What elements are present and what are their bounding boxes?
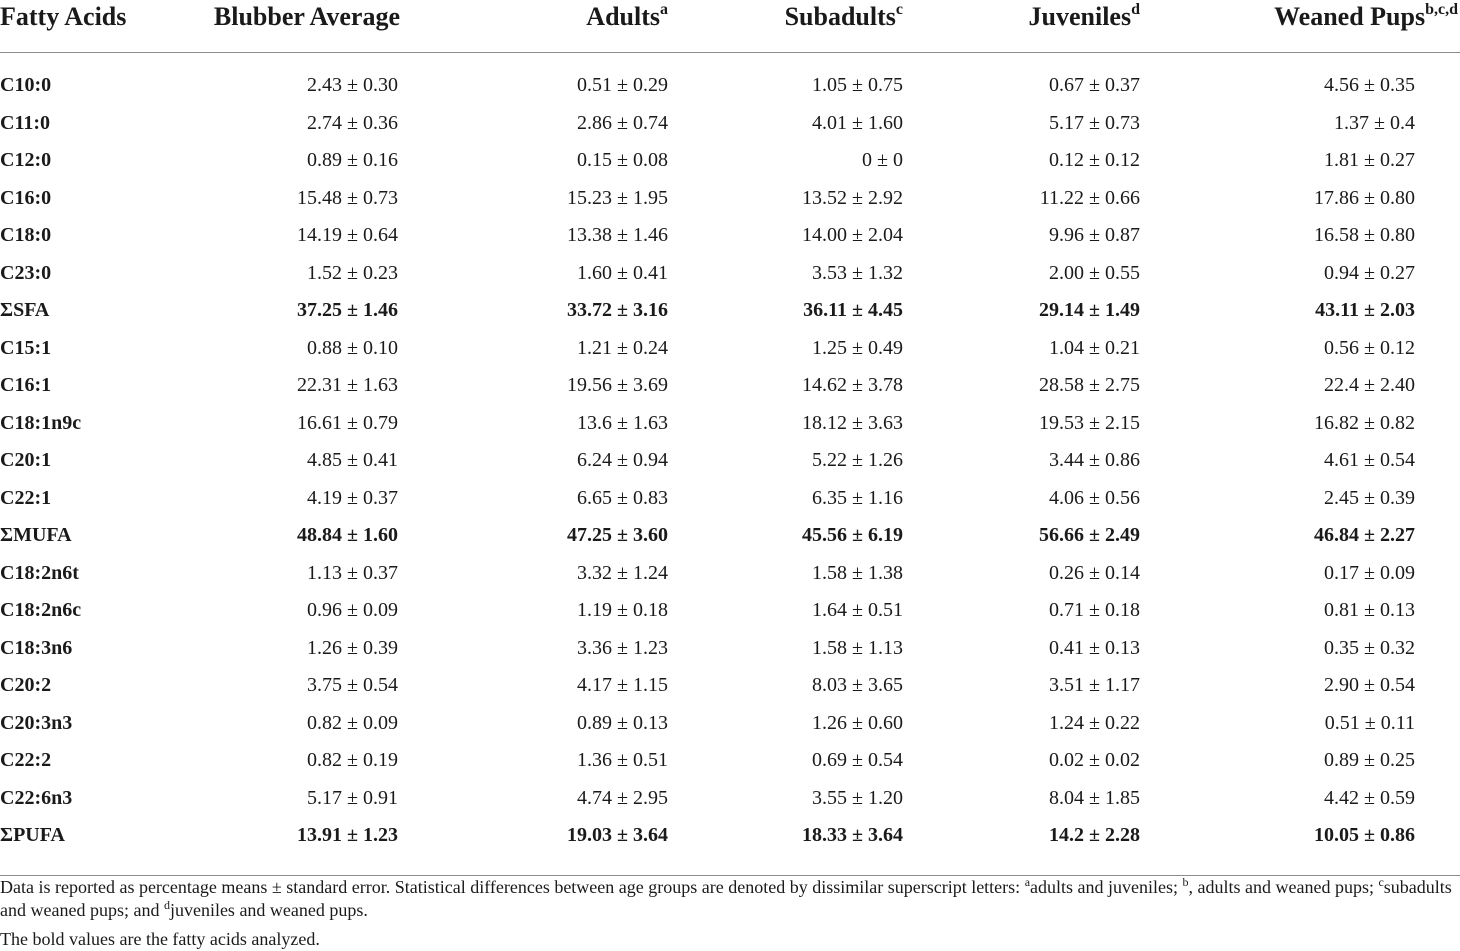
fatty-acid-name: ΣSFA xyxy=(0,299,50,322)
cell-juveniles: 3.51 ± 1.17 xyxy=(1049,674,1140,697)
cell-juveniles: 9.96 ± 0.87 xyxy=(1049,224,1140,247)
cell-juveniles: 19.53 ± 2.15 xyxy=(1039,411,1140,434)
fatty-acid-name: C22:6n3 xyxy=(0,786,73,809)
table-row xyxy=(0,555,1460,593)
cell-adults: 1.19 ± 0.18 xyxy=(577,599,668,622)
cell-blubber-average: 0.96 ± 0.09 xyxy=(307,599,398,622)
cell-blubber-average: 0.82 ± 0.09 xyxy=(307,711,398,734)
cell-blubber-average: 15.48 ± 0.73 xyxy=(297,186,398,209)
cell-blubber-average: 16.61 ± 0.79 xyxy=(297,411,398,434)
cell-juveniles: 14.2 ± 2.28 xyxy=(1049,824,1140,847)
fatty-acid-name: C11:0 xyxy=(0,111,50,134)
cell-subadults: 3.53 ± 1.32 xyxy=(812,261,903,284)
cell-weaned-pups: 22.4 ± 2.40 xyxy=(1324,374,1415,397)
fatty-acid-name: C18:3n6 xyxy=(0,636,73,659)
cell-blubber-average: 48.84 ± 1.60 xyxy=(297,524,398,547)
header-blubber-average: Blubber Average xyxy=(160,0,400,53)
table-row xyxy=(0,330,1460,368)
cell-subadults: 8.03 ± 3.65 xyxy=(812,674,903,697)
cell-adults: 3.32 ± 1.24 xyxy=(577,561,668,584)
cell-subadults: 13.52 ± 2.92 xyxy=(802,186,903,209)
cell-subadults: 1.05 ± 0.75 xyxy=(812,74,903,97)
fatty-acid-name: C22:2 xyxy=(0,749,52,772)
cell-subadults: 14.62 ± 3.78 xyxy=(802,374,903,397)
cell-blubber-average: 5.17 ± 0.91 xyxy=(307,786,398,809)
cell-blubber-average: 0.89 ± 0.16 xyxy=(307,149,398,172)
fatty-acid-name: C10:0 xyxy=(0,74,52,97)
cell-weaned-pups: 0.35 ± 0.32 xyxy=(1324,636,1415,659)
cell-subadults: 6.35 ± 1.16 xyxy=(812,486,903,509)
fatty-acid-name: C18:1n9c xyxy=(0,411,82,434)
cell-subadults: 1.58 ± 1.38 xyxy=(812,561,903,584)
cell-weaned-pups: 43.11 ± 2.03 xyxy=(1315,299,1415,322)
header-row xyxy=(0,0,1460,53)
fatty-acid-name: C15:1 xyxy=(0,336,52,359)
cell-juveniles: 8.04 ± 1.85 xyxy=(1049,786,1140,809)
cell-juveniles: 4.06 ± 0.56 xyxy=(1049,486,1140,509)
header-weaned-pups: Weaned Pups$^{b,c,d}$ xyxy=(1143,0,1460,53)
cell-adults: 6.24 ± 0.94 xyxy=(577,449,668,472)
cell-subadults: 1.25 ± 0.49 xyxy=(812,336,903,359)
table-row xyxy=(0,292,1460,330)
cell-weaned-pups: 10.05 ± 0.86 xyxy=(1314,824,1415,847)
cell-juveniles: 0.67 ± 0.37 xyxy=(1049,74,1140,97)
cell-weaned-pups: 0.56 ± 0.12 xyxy=(1324,336,1415,359)
table-row xyxy=(0,630,1460,668)
table-row xyxy=(0,742,1460,780)
cell-adults: 4.17 ± 1.15 xyxy=(577,674,668,697)
cell-subadults: 0.69 ± 0.54 xyxy=(812,749,903,772)
cell-adults: 13.6 ± 1.63 xyxy=(577,411,668,434)
fatty-acid-name: C20:3n3 xyxy=(0,711,73,734)
header-subadults: Subadults$^c$ xyxy=(670,0,905,53)
cell-adults: 2.86 ± 0.74 xyxy=(577,111,668,134)
cell-juveniles: 56.66 ± 2.49 xyxy=(1039,524,1140,547)
cell-juveniles: 1.04 ± 0.21 xyxy=(1049,336,1140,359)
cell-weaned-pups: 46.84 ± 2.27 xyxy=(1314,524,1415,547)
table-row xyxy=(0,705,1460,743)
cell-adults: 15.23 ± 1.95 xyxy=(567,186,668,209)
header-adults: Adults$^a$ xyxy=(400,0,670,53)
cell-blubber-average: 2.43 ± 0.30 xyxy=(307,74,398,97)
cell-blubber-average: 4.19 ± 0.37 xyxy=(307,486,398,509)
table-row xyxy=(0,217,1460,255)
cell-juveniles: 29.14 ± 1.49 xyxy=(1039,299,1140,322)
cell-subadults: 18.12 ± 3.63 xyxy=(802,411,903,434)
cell-adults: 1.36 ± 0.51 xyxy=(577,749,668,772)
cell-juveniles: 0.71 ± 0.18 xyxy=(1049,599,1140,622)
cell-adults: 0.15 ± 0.08 xyxy=(577,149,668,172)
cell-subadults: 45.56 ± 6.19 xyxy=(802,524,903,547)
cell-blubber-average: 37.25 ± 1.46 xyxy=(297,299,398,322)
cell-adults: 1.60 ± 0.41 xyxy=(577,261,668,284)
cell-weaned-pups: 0.94 ± 0.27 xyxy=(1324,261,1415,284)
cell-blubber-average: 0.82 ± 0.19 xyxy=(307,749,398,772)
table-row xyxy=(0,180,1460,218)
cell-weaned-pups: 0.51 ± 0.11 xyxy=(1324,711,1415,734)
table-row xyxy=(0,367,1460,405)
cell-adults: 19.03 ± 3.64 xyxy=(567,824,668,847)
cell-adults: 4.74 ± 2.95 xyxy=(577,786,668,809)
cell-weaned-pups: 0.17 ± 0.09 xyxy=(1324,561,1415,584)
cell-weaned-pups: 17.86 ± 0.80 xyxy=(1314,186,1415,209)
cell-juveniles: 5.17 ± 0.73 xyxy=(1049,111,1140,134)
cell-juveniles: 1.24 ± 0.22 xyxy=(1049,711,1140,734)
cell-subadults: 5.22 ± 1.26 xyxy=(812,449,903,472)
cell-adults: 6.65 ± 0.83 xyxy=(577,486,668,509)
fatty-acid-name: C16:0 xyxy=(0,186,52,209)
cell-subadults: 18.33 ± 3.64 xyxy=(802,824,903,847)
header-fatty-acids: Fatty Acids xyxy=(0,0,160,53)
cell-blubber-average: 14.19 ± 0.64 xyxy=(297,224,398,247)
cell-juveniles: 2.00 ± 0.55 xyxy=(1049,261,1140,284)
cell-weaned-pups: 16.58 ± 0.80 xyxy=(1314,224,1415,247)
fatty-acid-name: ΣMUFA xyxy=(0,524,72,547)
cell-weaned-pups: 1.81 ± 0.27 xyxy=(1324,149,1415,172)
cell-adults: 0.89 ± 0.13 xyxy=(577,711,668,734)
table-row xyxy=(0,480,1460,518)
table-row xyxy=(0,255,1460,293)
cell-subadults: 0 ± 0 xyxy=(862,149,903,172)
cell-blubber-average: 1.52 ± 0.23 xyxy=(307,261,398,284)
cell-juveniles: 3.44 ± 0.86 xyxy=(1049,449,1140,472)
cell-juveniles: 0.41 ± 0.13 xyxy=(1049,636,1140,659)
cell-weaned-pups: 0.89 ± 0.25 xyxy=(1324,749,1415,772)
cell-blubber-average: 0.88 ± 0.10 xyxy=(307,336,398,359)
cell-blubber-average: 13.91 ± 1.23 xyxy=(297,824,398,847)
fatty-acid-name: ΣPUFA xyxy=(0,824,65,847)
cell-adults: 13.38 ± 1.46 xyxy=(567,224,668,247)
table-row xyxy=(0,592,1460,630)
footnote-bold-values: The bold values are the fatty acids analyzed. xyxy=(0,929,320,949)
table-row xyxy=(0,667,1460,705)
table-row xyxy=(0,405,1460,443)
cell-subadults: 3.55 ± 1.20 xyxy=(812,786,903,809)
cell-subadults: 1.26 ± 0.60 xyxy=(812,711,903,734)
cell-weaned-pups: 16.82 ± 0.82 xyxy=(1314,411,1415,434)
fatty-acid-name: C20:2 xyxy=(0,674,52,697)
header-juveniles: Juveniles$^d$ xyxy=(905,0,1143,53)
fatty-acid-name: C20:1 xyxy=(0,449,52,472)
cell-juveniles: 28.58 ± 2.75 xyxy=(1039,374,1140,397)
cell-weaned-pups: 2.45 ± 0.39 xyxy=(1324,486,1415,509)
table-row xyxy=(0,142,1460,180)
cell-blubber-average: 1.13 ± 0.37 xyxy=(307,561,398,584)
cell-blubber-average: 4.85 ± 0.41 xyxy=(307,449,398,472)
table-body xyxy=(0,53,1460,876)
cell-blubber-average: 3.75 ± 0.54 xyxy=(307,674,398,697)
cell-adults: 3.36 ± 1.23 xyxy=(577,636,668,659)
cell-weaned-pups: 4.42 ± 0.59 xyxy=(1324,786,1415,809)
table-row xyxy=(0,780,1460,818)
table-row xyxy=(0,67,1460,105)
fatty-acid-name: C12:0 xyxy=(0,149,52,172)
cell-subadults: 1.58 ± 1.13 xyxy=(812,636,903,659)
fatty-acid-name: C23:0 xyxy=(0,261,52,284)
cell-juveniles: 0.02 ± 0.02 xyxy=(1049,749,1140,772)
cell-adults: 33.72 ± 3.16 xyxy=(567,299,668,322)
table-row xyxy=(0,817,1460,855)
cell-subadults: 1.64 ± 0.51 xyxy=(812,599,903,622)
cell-adults: 1.21 ± 0.24 xyxy=(577,336,668,359)
cell-weaned-pups: 0.81 ± 0.13 xyxy=(1324,599,1415,622)
cell-adults: 19.56 ± 3.69 xyxy=(567,374,668,397)
footnote-statistics: Data is reported as percentage means ± standard error. Statistical differences between age groups are denoted by dissimilar superscript letters: $^a$adults and juveniles; $^b$, adults and weaned pups; $^c$subadults and weaned pups; and $^d$juveniles and weaned pups. xyxy=(0,875,1452,920)
fatty-acid-name: C16:1 xyxy=(0,374,52,397)
table-row xyxy=(0,442,1460,480)
cell-juveniles: 0.12 ± 0.12 xyxy=(1049,149,1140,172)
cell-weaned-pups: 4.61 ± 0.54 xyxy=(1324,449,1415,472)
fatty-acid-name: C22:1 xyxy=(0,486,52,509)
cell-adults: 47.25 ± 3.60 xyxy=(567,524,668,547)
cell-adults: 0.51 ± 0.29 xyxy=(577,74,668,97)
cell-blubber-average: 1.26 ± 0.39 xyxy=(307,636,398,659)
fatty-acid-name: C18:2n6t xyxy=(0,561,79,584)
table-row xyxy=(0,517,1460,555)
cell-subadults: 4.01 ± 1.60 xyxy=(812,111,903,134)
fatty-acid-name: C18:0 xyxy=(0,224,52,247)
cell-blubber-average: 2.74 ± 0.36 xyxy=(307,111,398,134)
cell-weaned-pups: 1.37 ± 0.4 xyxy=(1334,111,1415,134)
fatty-acid-name: C18:2n6c xyxy=(0,599,82,622)
cell-subadults: 36.11 ± 4.45 xyxy=(803,299,903,322)
cell-weaned-pups: 4.56 ± 0.35 xyxy=(1324,74,1415,97)
cell-weaned-pups: 2.90 ± 0.54 xyxy=(1324,674,1415,697)
cell-juveniles: 0.26 ± 0.14 xyxy=(1049,561,1140,584)
cell-blubber-average: 22.31 ± 1.63 xyxy=(297,374,398,397)
cell-juveniles: 11.22 ± 0.66 xyxy=(1039,186,1140,209)
cell-subadults: 14.00 ± 2.04 xyxy=(802,224,903,247)
table-row xyxy=(0,105,1460,143)
